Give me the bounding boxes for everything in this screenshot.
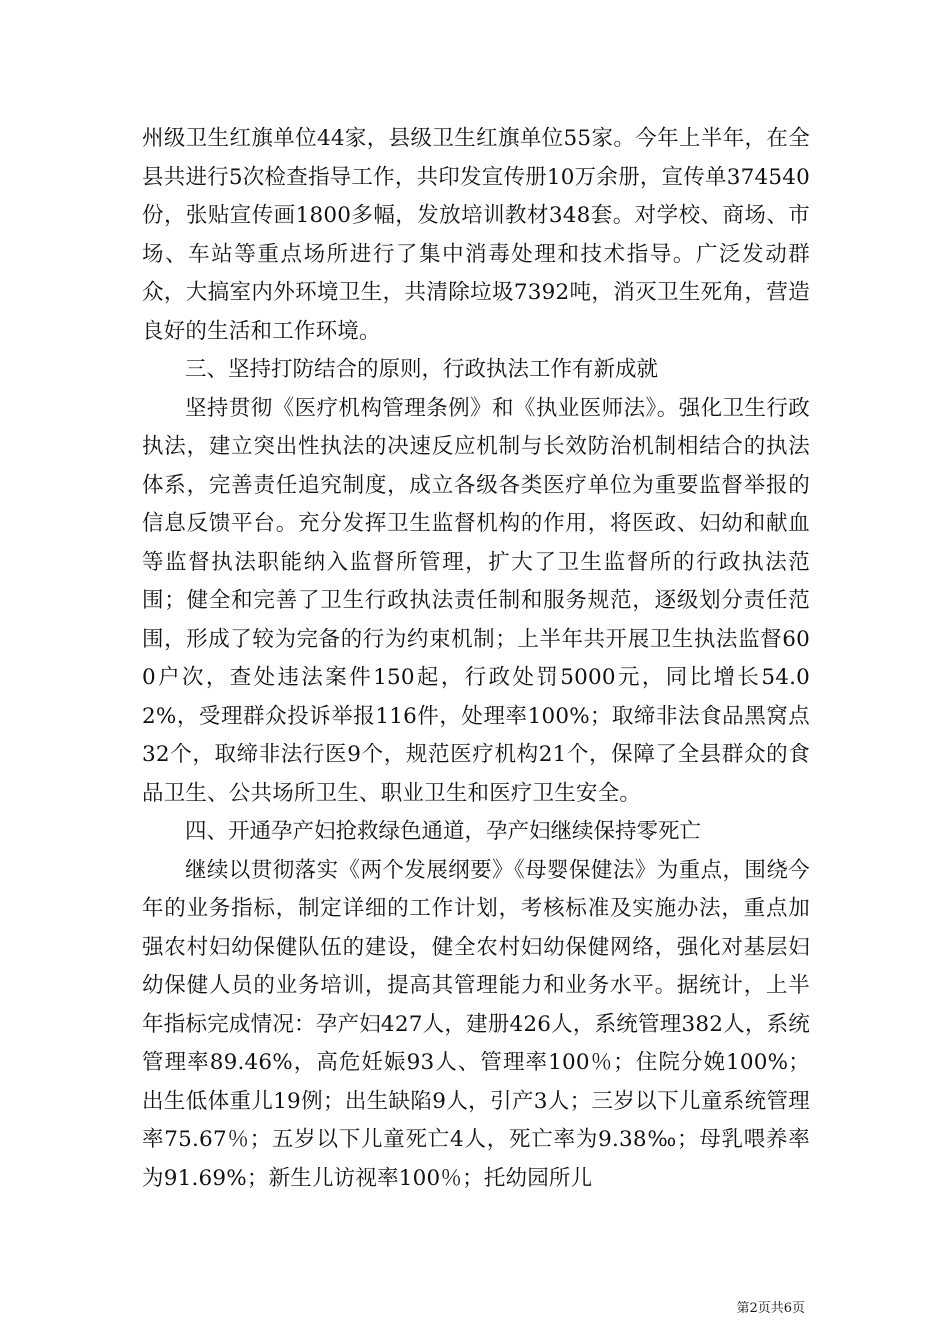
paragraph-maternal-health: 继续以贯彻落实《两个发展纲要》《母婴保健法》为重点，围绕今年的业务指标，制定详细的工作计划，考核标准及实施办法，重点加强农村妇幼保健队伍的建设，健全农村妇幼保健网络，强化对基层妇幼保健人员的业务培训，提高其管理能力和业务水平。据统计，上半年指标完成情况：孕产妇427人，建册426人，系统管理382人，系统管理率89.46%，高危妊娠93人、管理率100％；住院分娩100%；出生低体重儿19例；出生缺陷9人，引产3人；三岁以下儿童系统管理率75.67％；五岁以下儿童死亡4人，死亡率为9.38‰；母乳喂养率为91.69%；新生儿访视率100％；托幼园所儿	[142, 857, 810, 1191]
paragraph-law-enforcement: 坚持贯彻《医疗机构管理条例》和《执业医师法》。强化卫生行政执法，建立突出性执法的决速反应机制与长效防治机制相结合的执法体系，完善责任追究制度，成立各级各类医疗单位为重要监督举报的信息反馈平台。充分发挥卫生监督机构的作用，将医政、妇幼和献血等监督执法职能纳入监督所管理，扩大了卫生监督所的行政执法范围；健全和完善了卫生行政执法责任制和服务规范，逐级划分责任范围，形成了较为完备的行为约束机制；上半年共开展卫生执法监督600户次，查处违法案件150起，行政处罚5000元，同比增长54.02%，受理群众投诉举报116件，处理率100%；取缔非法食品黑窝点32个，取缔非法行医9个，规范医疗机构21个，保障了全县群众的食品卫生、公共场所卫生、职业卫生和医疗卫生安全。	[142, 395, 810, 806]
page-number-footer: 第2页共6页	[736, 1301, 805, 1316]
document-body	[142, 120, 810, 1198]
section-heading-law-enforcement: 三、坚持打防结合的原则，行政执法工作有新成就	[185, 357, 659, 382]
section-heading-maternal-health: 四、开通孕产妇抢救绿色通道，孕产妇继续保持零死亡	[185, 819, 702, 844]
paragraph-hygiene-campaign: 州级卫生红旗单位44家，县级卫生红旗单位55家。今年上半年，在全县共进行5次检查指导工作，共印发宣传册10万余册，宣传单374540份，张贴宣传画1800多幅，发放培训教材348套。对学校、商场、市场、车站等重点场所进行了集中消毒处理和技术指导。广泛发动群众，大搞室内外环境卫生，共清除垃圾7392吨，消灭卫生死角，营造良好的生活和工作环境。	[142, 126, 810, 344]
